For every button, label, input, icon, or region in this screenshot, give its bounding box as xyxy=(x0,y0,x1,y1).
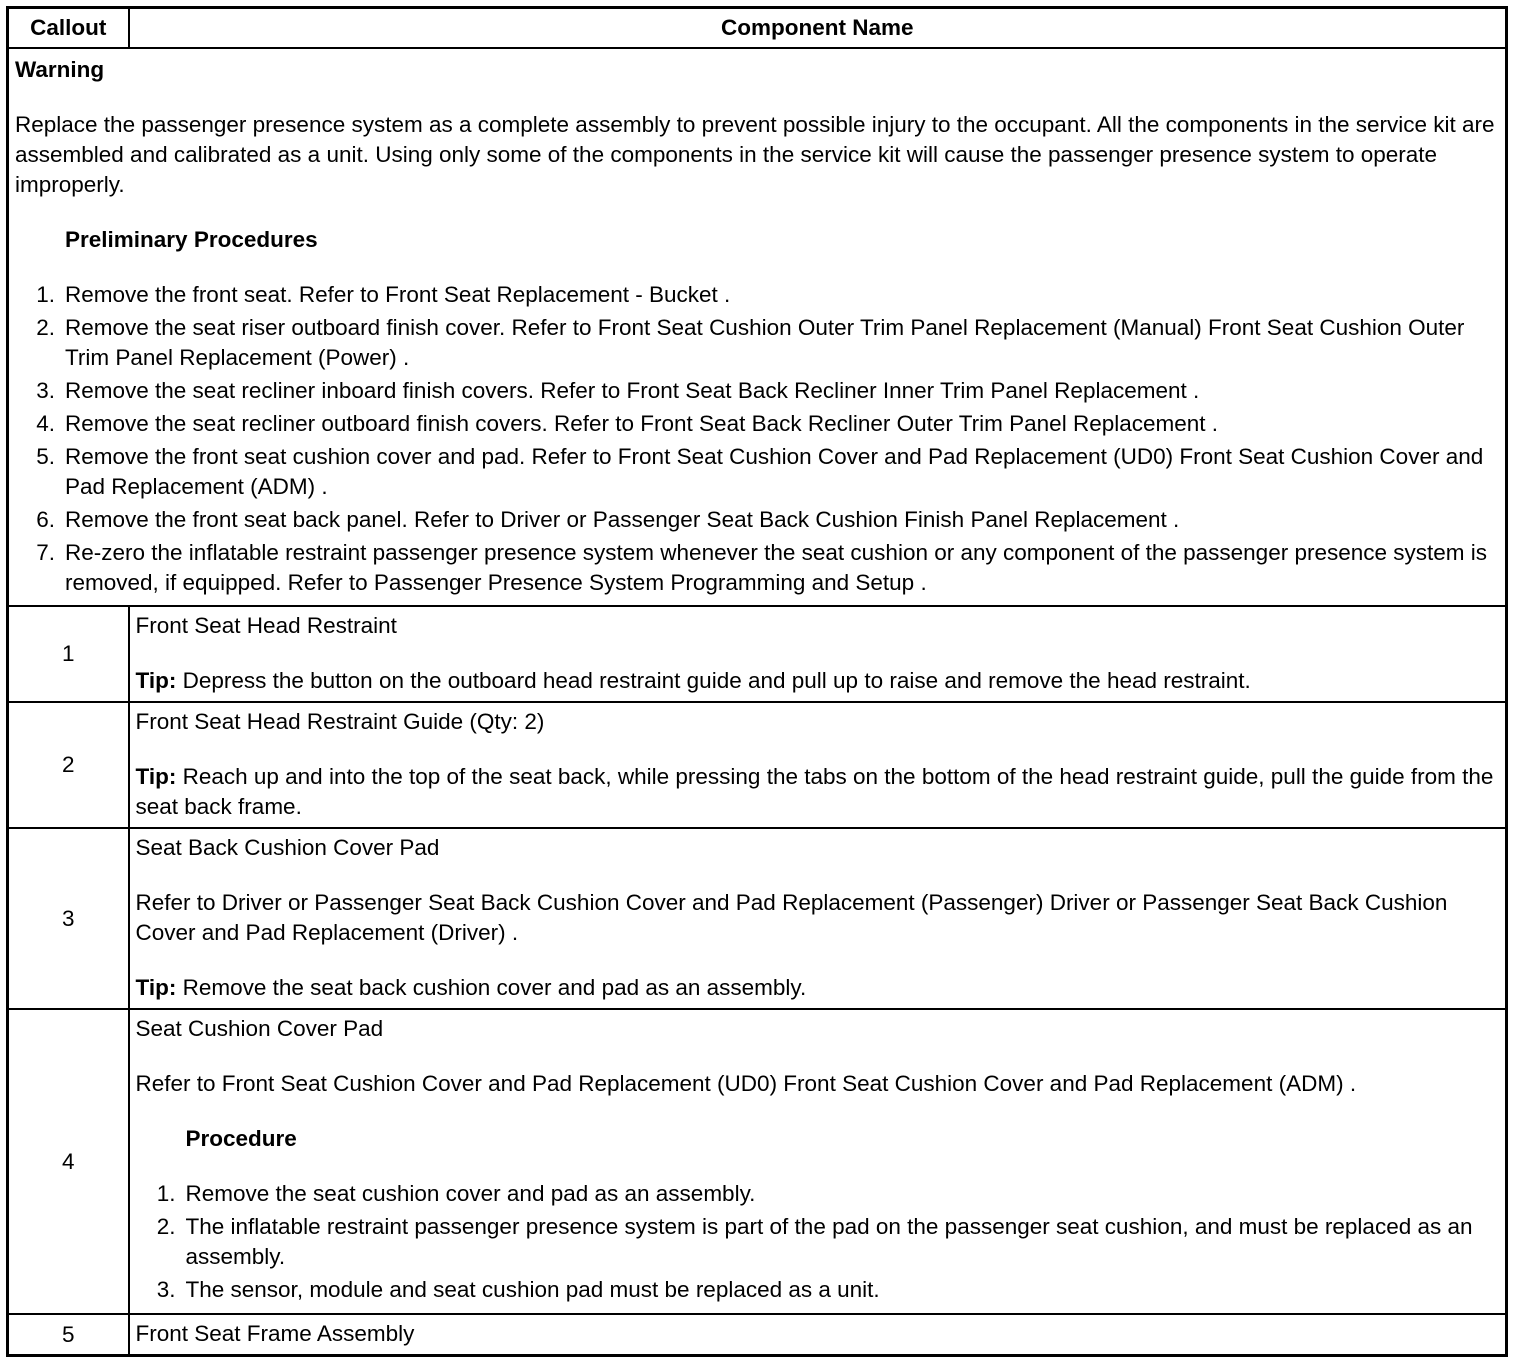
component-name: Seat Cushion Cover Pad xyxy=(135,1016,384,1041)
warning-cell xyxy=(8,48,1507,606)
warning-title: Warning xyxy=(15,57,105,82)
list-item: 6. Remove the front seat back panel. Refer to Driver or Passenger Seat Back Cushion Finish Panel Replacement . xyxy=(36,507,1180,532)
refer-text: Refer to Driver or Passenger Seat Back Cushion Cover and Pad Replacement (Passenger) Driver or Passenger Seat Back Cushion Cover and Pad Replacement (Driver) . xyxy=(135,890,1448,945)
component-cell xyxy=(129,606,1507,702)
component-cell xyxy=(129,828,1507,1009)
table-row xyxy=(8,1314,1507,1356)
callout-header: Callout xyxy=(8,8,129,49)
component-cell xyxy=(129,1314,1507,1356)
tip: Tip: Remove the seat back cushion cover and pad as an assembly. xyxy=(135,975,807,1000)
table-row xyxy=(8,1009,1507,1314)
warning-row xyxy=(8,48,1507,606)
component-name-header: Component Name xyxy=(129,8,1507,49)
component-name: Front Seat Frame Assembly xyxy=(135,1321,415,1346)
list-item: 3. Remove the seat recliner inboard finish covers. Refer to Front Seat Back Recliner Inner Trim Panel Replacement . xyxy=(36,378,1200,403)
table-row xyxy=(8,606,1507,702)
callout-cell: 3 xyxy=(8,828,129,1009)
list-item: 3. The sensor, module and seat cushion pad must be replaced as a unit. xyxy=(156,1277,880,1302)
component-name: Front Seat Head Restraint xyxy=(135,613,397,638)
procedure-steps xyxy=(136,1179,1498,1305)
tip: Tip: Reach up and into the top of the seat back, while pressing the tabs on the bottom of the head restraint guide, pull the guide from the seat back frame. xyxy=(135,764,1494,819)
list-item: 2. The inflatable restraint passenger presence system is part of the pad on the passenger seat cushion, and must be replaced as an assembly. xyxy=(156,1214,1473,1269)
refer-text: Refer to Front Seat Cushion Cover and Pad Replacement (UD0) Front Seat Cushion Cover and Pad Replacement (ADM) . xyxy=(135,1071,1357,1096)
list-item: 1. Remove the front seat. Refer to Front Seat Replacement - Bucket . xyxy=(36,282,731,307)
warning-text: Replace the passenger presence system as a complete assembly to prevent possible injury to the occupant. All the components in the service kit are assembled and calibrated as a unit. Using only some of the components in the service kit will cause the passenger presence system to operate improperly. xyxy=(15,112,1495,197)
component-table xyxy=(6,6,1508,1357)
callout-cell: 1 xyxy=(8,606,129,702)
component-cell xyxy=(129,1009,1507,1314)
list-item: 1. Remove the seat cushion cover and pad as an assembly. xyxy=(156,1181,756,1206)
table-row xyxy=(8,702,1507,828)
callout-cell: 4 xyxy=(8,1009,129,1314)
list-item: 5. Remove the front seat cushion cover and pad. Refer to Front Seat Cushion Cover and Pad Replacement (UD0) Front Seat Cushion Cover and Pad Replacement (ADM) . xyxy=(36,444,1484,499)
component-cell xyxy=(129,702,1507,828)
list-item: 4. Remove the seat recliner outboard finish covers. Refer to Front Seat Back Recliner Outer Trim Panel Replacement . xyxy=(36,411,1219,436)
tip: Tip: Depress the button on the outboard head restraint guide and pull up to raise and remove the head restraint. xyxy=(135,668,1251,693)
header-row xyxy=(8,8,1507,49)
preliminary-procedures-title: Preliminary Procedures xyxy=(65,227,318,252)
component-name: Seat Back Cushion Cover Pad xyxy=(135,835,440,860)
callout-cell: 2 xyxy=(8,702,129,828)
list-item: 2. Remove the seat riser outboard finish cover. Refer to Front Seat Cushion Outer Trim Panel Replacement (Manual) Front Seat Cushion Outer Trim Panel Replacement (Power) . xyxy=(36,315,1465,370)
preliminary-steps xyxy=(15,280,1497,598)
callout-cell: 5 xyxy=(8,1314,129,1356)
list-item: 7. Re-zero the inflatable restraint passenger presence system whenever the seat cushion or any component of the passenger presence system is removed, if equipped. Refer to Passenger Presence System Programming and Setup . xyxy=(36,540,1488,595)
component-name: Front Seat Head Restraint Guide (Qty: 2) xyxy=(135,709,545,734)
table-row xyxy=(8,828,1507,1009)
procedure-title: Procedure xyxy=(185,1126,297,1151)
